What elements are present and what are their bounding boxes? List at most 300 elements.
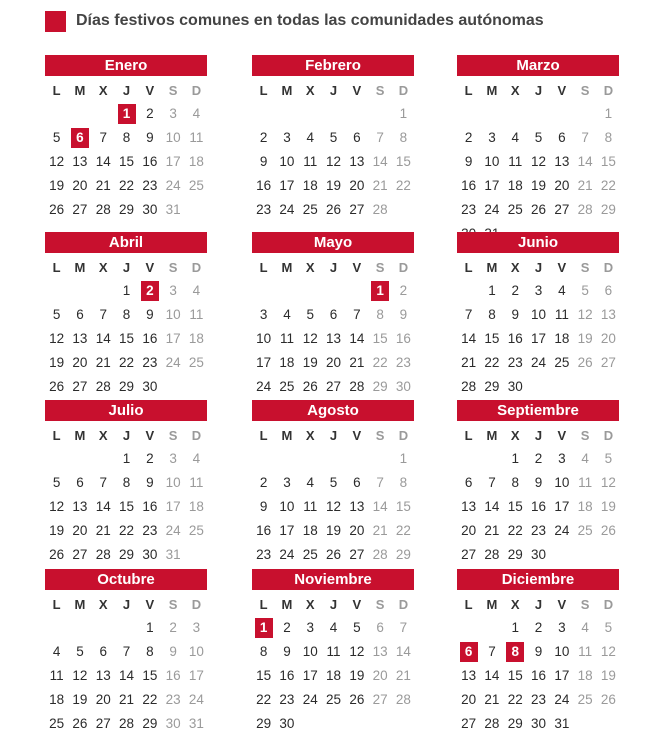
day: 5 [52,130,61,145]
day: 25 [188,178,204,193]
day: 25 [507,202,523,217]
day: 2 [146,451,154,466]
day: 9 [169,644,177,659]
weekday-header: V [145,260,155,275]
day: 16 [531,499,547,514]
weekday-header: D [191,428,202,443]
day: 2 [259,475,268,490]
month-febrero [252,55,414,222]
day: 26 [600,523,616,538]
empty-cell [550,102,573,126]
day: 21 [119,692,135,707]
day: 18 [507,178,523,193]
weekday-header: J [534,260,543,275]
day: 28 [95,379,111,394]
month-title: Julio [45,400,207,421]
day: 5 [604,620,613,635]
day: 4 [558,283,566,298]
weekday-header: J [329,83,338,98]
month-julio [45,400,207,567]
day: 26 [72,716,88,731]
day: 30 [279,716,295,731]
day: 21 [395,668,411,683]
weekday-header: V [145,83,155,98]
day: 7 [399,620,408,635]
day: 22 [372,355,388,370]
day: 5 [353,620,361,635]
month-grid [45,257,207,399]
day: 18 [577,668,593,683]
day: 7 [122,644,131,659]
empty-cell [504,102,527,126]
day: 13 [372,644,388,659]
day: 27 [72,379,88,394]
day: 28 [372,202,388,217]
day: 18 [554,331,570,346]
day: 11 [189,307,204,322]
day: 20 [461,523,477,538]
weekday-header: X [510,83,520,98]
day: 26 [49,547,65,562]
empty-cell [322,279,345,303]
day: 27 [600,355,616,370]
day: 7 [464,307,473,322]
empty-cell [115,616,138,640]
day: 25 [554,355,570,370]
day: 26 [326,202,342,217]
weekday-header: D [191,83,202,98]
day: 17 [165,331,181,346]
empty-cell [322,102,345,126]
month-title: Diciembre [457,569,619,590]
day: 29 [507,547,523,562]
weekday-header: M [486,428,498,443]
month-title: Enero [45,55,207,76]
day: 7 [99,130,107,145]
weekday-header: X [305,83,315,98]
day: 16 [279,668,295,683]
day: 18 [49,692,65,707]
day: 5 [306,307,314,322]
day: 12 [600,644,616,659]
day: 27 [72,547,88,562]
weekday-header: V [352,428,362,443]
weekday-header: J [329,260,338,275]
empty-cell [299,447,322,471]
day: 10 [165,475,181,490]
weekday-header: S [168,83,178,98]
day: 30 [531,547,547,562]
day: 30 [507,379,523,394]
day: 4 [511,130,519,145]
day: 4 [283,307,291,322]
day: 5 [329,130,338,145]
day: 1 [511,620,519,635]
day: 17 [165,499,181,514]
weekday-header: D [398,260,409,275]
day: 26 [531,202,547,217]
weekday-header: L [464,260,473,275]
day: 7 [99,307,107,322]
day: 8 [399,130,408,145]
weekday-header: L [259,597,268,612]
day: 12 [72,668,88,683]
day: 7 [353,307,361,322]
day: 6 [604,283,613,298]
day: 24 [554,523,570,538]
weekday-header: V [557,83,567,98]
weekday-header: S [580,83,590,98]
day: 1 [399,106,408,121]
day: 22 [507,692,523,707]
day: 12 [49,331,65,346]
holiday-day: 6 [68,126,91,150]
day: 27 [554,202,570,217]
day: 13 [349,154,365,169]
month-grid [45,594,207,736]
day: 1 [511,451,519,466]
day: 10 [188,644,204,659]
day: 27 [461,716,477,731]
month-title: Marzo [457,55,619,76]
day: 8 [511,475,519,490]
month-agosto [252,400,414,591]
day: 23 [256,547,272,562]
day: 15 [119,499,135,514]
weekday-header: M [281,597,293,612]
day: 22 [119,523,135,538]
day: 19 [577,331,593,346]
weekday-header: M [74,428,86,443]
day: 31 [165,547,181,562]
empty-cell [345,102,368,126]
day: 22 [507,523,523,538]
day: 17 [165,154,181,169]
day: 30 [142,379,158,394]
day: 29 [372,379,388,394]
day: 23 [142,355,158,370]
weekday-header: S [168,260,178,275]
month-grid [457,80,619,246]
day: 21 [484,692,500,707]
day: 7 [376,475,384,490]
day: 11 [326,644,341,659]
day: 9 [464,154,473,169]
day: 19 [326,523,342,538]
day: 8 [376,307,384,322]
weekday-header: L [259,260,268,275]
day: 12 [600,475,616,490]
day: 22 [119,178,135,193]
month-enero [45,55,207,222]
day: 9 [283,644,291,659]
weekday-header: L [259,83,268,98]
day: 23 [395,355,411,370]
weekday-header: L [464,83,473,98]
day: 29 [256,716,272,731]
month-title: Abril [45,232,207,253]
day: 15 [507,668,523,683]
month-grid [45,80,207,222]
day: 12 [577,307,593,322]
weekday-header: X [98,260,108,275]
day: 25 [188,355,204,370]
weekday-header: X [305,428,315,443]
day: 14 [395,644,411,659]
day: 20 [600,331,616,346]
weekday-header: X [98,428,108,443]
day: 26 [49,379,65,394]
day: 20 [326,355,342,370]
empty-cell [480,102,503,126]
day: 15 [395,154,411,169]
month-grid [252,594,414,736]
day: 30 [142,547,158,562]
day: 27 [95,716,111,731]
weekday-header: J [534,428,543,443]
day: 29 [119,379,135,394]
day: 23 [461,202,477,217]
day: 16 [142,154,158,169]
empty-cell [45,447,68,471]
day: 27 [461,547,477,562]
empty-cell [275,279,298,303]
holiday-day: 1 [252,616,275,640]
day: 29 [119,202,135,217]
day: 10 [279,499,295,514]
day: 19 [72,692,88,707]
day: 9 [534,644,543,659]
empty-cell [275,102,298,126]
day: 6 [353,475,361,490]
day: 15 [142,668,158,683]
day: 4 [192,283,201,298]
day: 31 [188,716,204,731]
weekday-header: D [191,260,202,275]
day: 2 [169,620,177,635]
month-abril [45,232,207,399]
day: 21 [349,355,365,370]
day: 13 [72,154,88,169]
day: 1 [604,106,613,121]
weekday-header: X [98,83,108,98]
day: 13 [554,154,570,169]
day: 25 [49,716,65,731]
day: 11 [578,475,593,490]
day: 3 [192,620,201,635]
day: 25 [577,523,593,538]
day: 10 [554,475,570,490]
day: 29 [484,379,500,394]
weekday-header: S [375,260,385,275]
day: 28 [461,379,477,394]
day: 5 [581,283,589,298]
empty-cell [252,447,275,471]
day: 17 [279,523,295,538]
weekday-header: L [259,428,268,443]
weekday-header: J [534,83,543,98]
weekday-header: X [98,597,108,612]
month-title: Noviembre [252,569,414,590]
day: 1 [399,451,408,466]
weekday-header: M [486,83,498,98]
day: 19 [600,668,616,683]
day: 28 [484,547,500,562]
empty-cell [457,102,480,126]
day: 24 [279,547,295,562]
empty-cell [457,447,480,471]
day: 8 [399,475,408,490]
day: 25 [326,692,342,707]
day: 14 [461,331,477,346]
day: 14 [372,154,388,169]
month-title: Mayo [252,232,414,253]
day: 29 [600,202,616,217]
day: 24 [531,355,547,370]
holiday-day: 1 [115,102,138,126]
day: 23 [142,523,158,538]
weekday-header: D [603,83,614,98]
day: 10 [256,331,272,346]
day: 9 [259,499,268,514]
day: 22 [395,178,411,193]
day: 13 [461,499,477,514]
day: 22 [600,178,616,193]
day: 10 [165,307,181,322]
day: 14 [484,499,500,514]
day: 14 [119,668,135,683]
day: 9 [511,307,519,322]
empty-cell [527,102,550,126]
day: 30 [531,716,547,731]
day: 23 [531,692,547,707]
day: 7 [99,475,107,490]
day: 20 [554,178,570,193]
day: 20 [72,178,88,193]
day: 25 [577,692,593,707]
day: 14 [577,154,593,169]
day: 25 [302,202,318,217]
month-noviembre [252,569,414,736]
day: 5 [604,451,613,466]
day: 20 [349,523,365,538]
day: 19 [349,668,365,683]
day: 21 [577,178,593,193]
day: 6 [329,307,338,322]
day: 17 [256,355,272,370]
month-mayo [252,232,414,423]
day: 18 [302,178,318,193]
month-title: Junio [457,232,619,253]
weekday-header: S [580,597,590,612]
day: 15 [507,499,523,514]
day: 18 [577,499,593,514]
month-title: Septiembre [457,400,619,421]
empty-cell [68,447,91,471]
holiday-day: 2 [138,279,161,303]
day: 14 [95,499,111,514]
day: 16 [256,178,272,193]
day: 18 [188,331,204,346]
day: 11 [279,331,294,346]
empty-cell [92,279,115,303]
weekday-header: S [168,428,178,443]
day: 27 [372,692,388,707]
legend [45,9,544,33]
weekday-header: L [52,260,61,275]
day: 24 [256,379,272,394]
weekday-header: V [145,428,155,443]
day: 9 [146,130,154,145]
day: 10 [531,307,547,322]
day: 26 [349,692,365,707]
day: 30 [395,379,411,394]
day: 5 [534,130,543,145]
day: 11 [303,154,318,169]
day: 28 [395,692,411,707]
day: 10 [484,154,500,169]
day: 16 [507,331,523,346]
day: 11 [578,644,593,659]
day: 26 [600,692,616,707]
day: 12 [302,331,318,346]
weekday-header: D [603,597,614,612]
day: 9 [259,154,268,169]
month-title: Agosto [252,400,414,421]
empty-cell [92,102,115,126]
day: 29 [507,716,523,731]
day: 11 [189,475,204,490]
day: 23 [165,692,181,707]
empty-cell [92,447,115,471]
day: 23 [256,202,272,217]
day: 4 [306,130,314,145]
day: 4 [329,620,338,635]
weekday-header: V [352,260,362,275]
day: 9 [399,307,408,322]
weekday-header: M [74,83,86,98]
day: 8 [122,130,131,145]
holiday-day: 6 [457,640,480,664]
day: 23 [142,178,158,193]
day: 23 [279,692,295,707]
empty-cell [68,279,91,303]
day: 4 [581,451,589,466]
day: 5 [329,475,338,490]
weekday-header: D [191,597,202,612]
day: 13 [349,499,365,514]
day: 22 [484,355,500,370]
weekday-header: J [122,428,131,443]
day: 16 [531,668,547,683]
day: 13 [600,307,616,322]
day: 22 [119,355,135,370]
legend-label: Días festivos comunes en todas las comunidades autónomas [76,12,544,29]
month-grid [457,594,619,736]
weekday-header: M [486,597,498,612]
day: 21 [372,178,388,193]
weekday-header: M [281,428,293,443]
day: 16 [142,331,158,346]
day: 27 [72,202,88,217]
day: 2 [399,283,408,298]
weekday-header: D [398,428,409,443]
day: 16 [165,668,181,683]
day: 26 [326,547,342,562]
day: 7 [581,130,589,145]
month-grid [45,425,207,567]
day: 17 [554,499,570,514]
